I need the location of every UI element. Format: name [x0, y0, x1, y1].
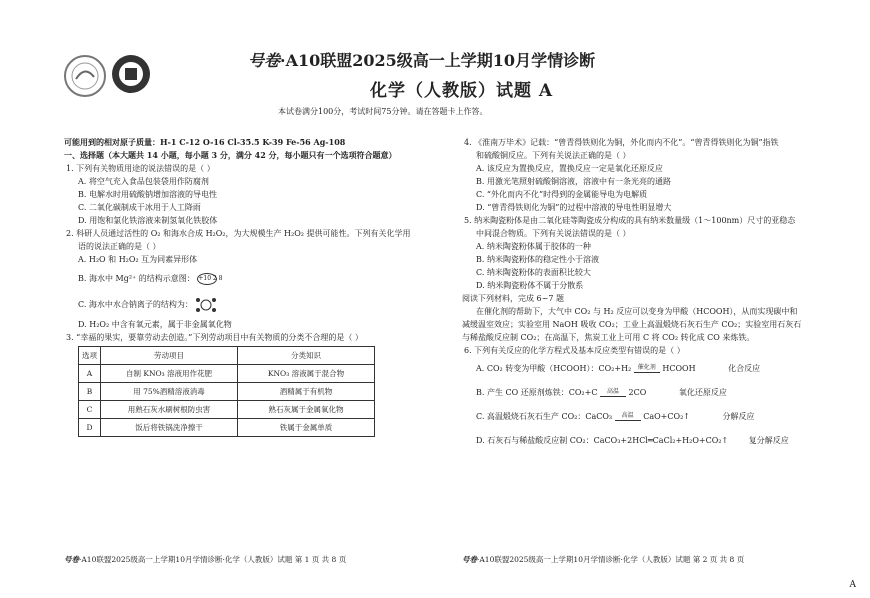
- q2-option-b: B. 海水中 Mg²⁺ 的结构示意图： +10 2 8: [78, 274, 223, 283]
- question-5: 5. 纳米陶瓷粉体是由二氧化硅等陶瓷成分构成的具有纳米数量级（1～100nm）尺寸的亚稳态: [464, 216, 796, 225]
- reaction-condition: 高温: [615, 413, 641, 421]
- table-cell: 自制 KNO₃ 溶液用作花肥: [101, 365, 238, 383]
- question-6: 6. 下列有关反应的化学方程式及基本反应类型有错误的是（ ）: [464, 346, 685, 355]
- q1-option-d: D. 用饱和氯化铁溶液来制氢氧化铁胶体: [78, 216, 218, 225]
- q6-option-b: B. 产生 CO 还原剂炼铁：CO₂+C 高温 2CO 氧化还原反应: [476, 388, 727, 397]
- exam-note: 本试卷满分100分，考试时间75分钟。请在答题卡上作答。: [278, 107, 488, 116]
- page-footer-right: 号卷·A10联盟2025级高一上学期10月学情诊断·化学（人教版）试题 第 2 页 共 8 页: [462, 555, 745, 564]
- q2-option-c: C. 海水中水合钠离子的结构为：: [64, 292, 444, 318]
- table-header: 劳动项目: [101, 347, 238, 365]
- table-cell: A: [79, 365, 101, 383]
- question-1: 1. 下列有关物质用途的说法错误的是（ ）: [66, 164, 215, 173]
- q2-option-a: A. H₂O 和 H₂O₂ 互为同素异形体: [78, 255, 198, 264]
- school-seal-logo: [64, 55, 106, 97]
- page-footer-left: 号卷·A10联盟2025级高一上学期10月学情诊断·化学（人教版）试题 第 1 页 共 8 页: [64, 555, 347, 564]
- reading-instruction: 阅读下列材料，完成 6~7 题: [462, 294, 564, 303]
- q5-option-d: D. 纳米陶瓷粉体不属于分散系: [476, 281, 584, 290]
- exam-subtitle: 化学（人教版）试题 A: [370, 81, 554, 101]
- question-4: 4. 《淮南万毕术》记载：“曾青得铁则化为铜，外化而内不化”。“曾青得铁则化为铜”指铁: [464, 138, 779, 147]
- left-column: [64, 136, 444, 437]
- q4-option-d: D. “曾青得铁则化为铜”的过程中溶液的导电性明显增大: [476, 203, 672, 212]
- q5-option-c: C. 纳米陶瓷粉体的表面积比较大: [476, 268, 591, 277]
- table-header: 分类知识: [238, 347, 375, 365]
- table-cell: 酒精属于有机物: [238, 383, 375, 401]
- material-line-2: 减缓温室效应；实验室用 NaOH 吸收 CO₂；工业上高温煅烧石灰石生产 CO₂；实验室用石灰石: [462, 320, 802, 329]
- q5-option-b: B. 纳米陶瓷粉体的稳定性小于溶液: [476, 255, 599, 264]
- table-cell: 用 75%酒精溶液消毒: [101, 383, 238, 401]
- table-header: 选项: [79, 347, 101, 365]
- table-cell: B: [79, 383, 101, 401]
- exam-title: 号卷·A10联盟2025级高一上学期10月学情诊断: [248, 51, 596, 70]
- question-2-cont: 语的说法正确的是（ ）: [78, 242, 161, 251]
- question-5-cont: 中间混合物质。下列有关说法错误的是（ ）: [476, 229, 631, 238]
- reaction-condition: 催化剂: [634, 365, 660, 373]
- reaction-condition: 高温: [600, 389, 626, 397]
- table-row: [79, 419, 375, 437]
- q4-option-a: A. 该反应为置换反应，置换反应一定是氧化还原反应: [476, 164, 663, 173]
- q4-option-b: B. 用激光笔照射硫酸铜溶液，溶液中有一条光亮的通路: [476, 177, 671, 186]
- table-cell: C: [79, 401, 101, 419]
- version-mark: A: [849, 580, 856, 590]
- question-2: 2. 科研人员通过活性的 O₂ 和海水合成 H₂O₂，为大规模生产 H₂O₂ 提供可能性。下列有关化学用: [66, 229, 411, 238]
- q6-option-d: D. 石灰石与稀盐酸反应制 CO₂：CaCO₃+2HCl═CaCl₂+H₂O+CO₂↑ 复分解反应: [476, 436, 789, 445]
- q1-option-c: C. 二氧化碳制成干冰用于人工降雨: [78, 203, 201, 212]
- table-cell: D: [79, 419, 101, 437]
- education-seal-logo: [112, 55, 150, 93]
- q6-option-a: A. CO₂ 转变为甲酸（HCOOH）：CO₂+H₂ 催化剂 HCOOH 化合反应: [476, 364, 761, 373]
- labor-classification-table: [78, 346, 375, 437]
- mg-ion-structure-diagram: +10 2 8: [197, 273, 217, 285]
- question-3: 3. “幸福的果实，要靠劳动去创造。”下列劳动项目中有关物质的分类不合理的是（ ）: [66, 333, 363, 342]
- table-cell: 饭后将铁锅洗净擦干: [101, 419, 238, 437]
- material-line-1: 在催化剂的帮助下，大气中 CO₂ 与 H₂ 反应可以变身为甲酸（HCOOH），从而实现碳中和: [476, 307, 798, 316]
- q5-option-a: A. 纳米陶瓷粉体属于胶体的一种: [476, 242, 591, 251]
- hydrated-sodium-ion-icon: [195, 296, 217, 314]
- material-line-3: 与稀盐酸反应制 CO₂；在高温下，焦炭工业上可用 C 将 CO₂ 转化成 CO 来炼铁。: [462, 333, 755, 342]
- q4-option-c: C. “外化而内不化”时得到的金属能导电为电解质: [476, 190, 648, 199]
- atomic-masses: 可能用到的相对原子质量：H-1 C-12 O-16 Cl-35.5 K-39 Fe-56 Ag-108: [64, 137, 346, 147]
- right-column: [462, 136, 832, 453]
- q1-option-a: A. 将空气充入食品包装袋用作防腐剂: [78, 177, 209, 186]
- table-cell: 熟石灰属于金属氧化物: [238, 401, 375, 419]
- q2-option-d: D. H₂O₂ 中含有氧元素，属于非金属氧化物: [78, 320, 232, 329]
- table-row: [79, 365, 375, 383]
- table-row: [79, 401, 375, 419]
- q1-option-b: B. 电解水时用硫酸钠增加溶液的导电性: [78, 190, 217, 199]
- section-heading: 一、选择题（本大题共 14 小题，每小题 3 分，满分 42 分，每小题只有一个选项符合题意）: [64, 150, 397, 160]
- table-header-row: [79, 347, 375, 365]
- q6-option-c: C. 高温煅烧石灰石生产 CO₂：CaCO₃ 高温 CaO+CO₂↑ 分解反应: [476, 412, 755, 421]
- question-4-cont: 和硫酸铜反应。下列有关说法正确的是（ ）: [476, 151, 631, 160]
- table-cell: 用熟石灰水刷树根防虫害: [101, 401, 238, 419]
- table-row: [79, 383, 375, 401]
- table-cell: KNO₃ 溶液属于混合物: [238, 365, 375, 383]
- table-cell: 铁属于金属单质: [238, 419, 375, 437]
